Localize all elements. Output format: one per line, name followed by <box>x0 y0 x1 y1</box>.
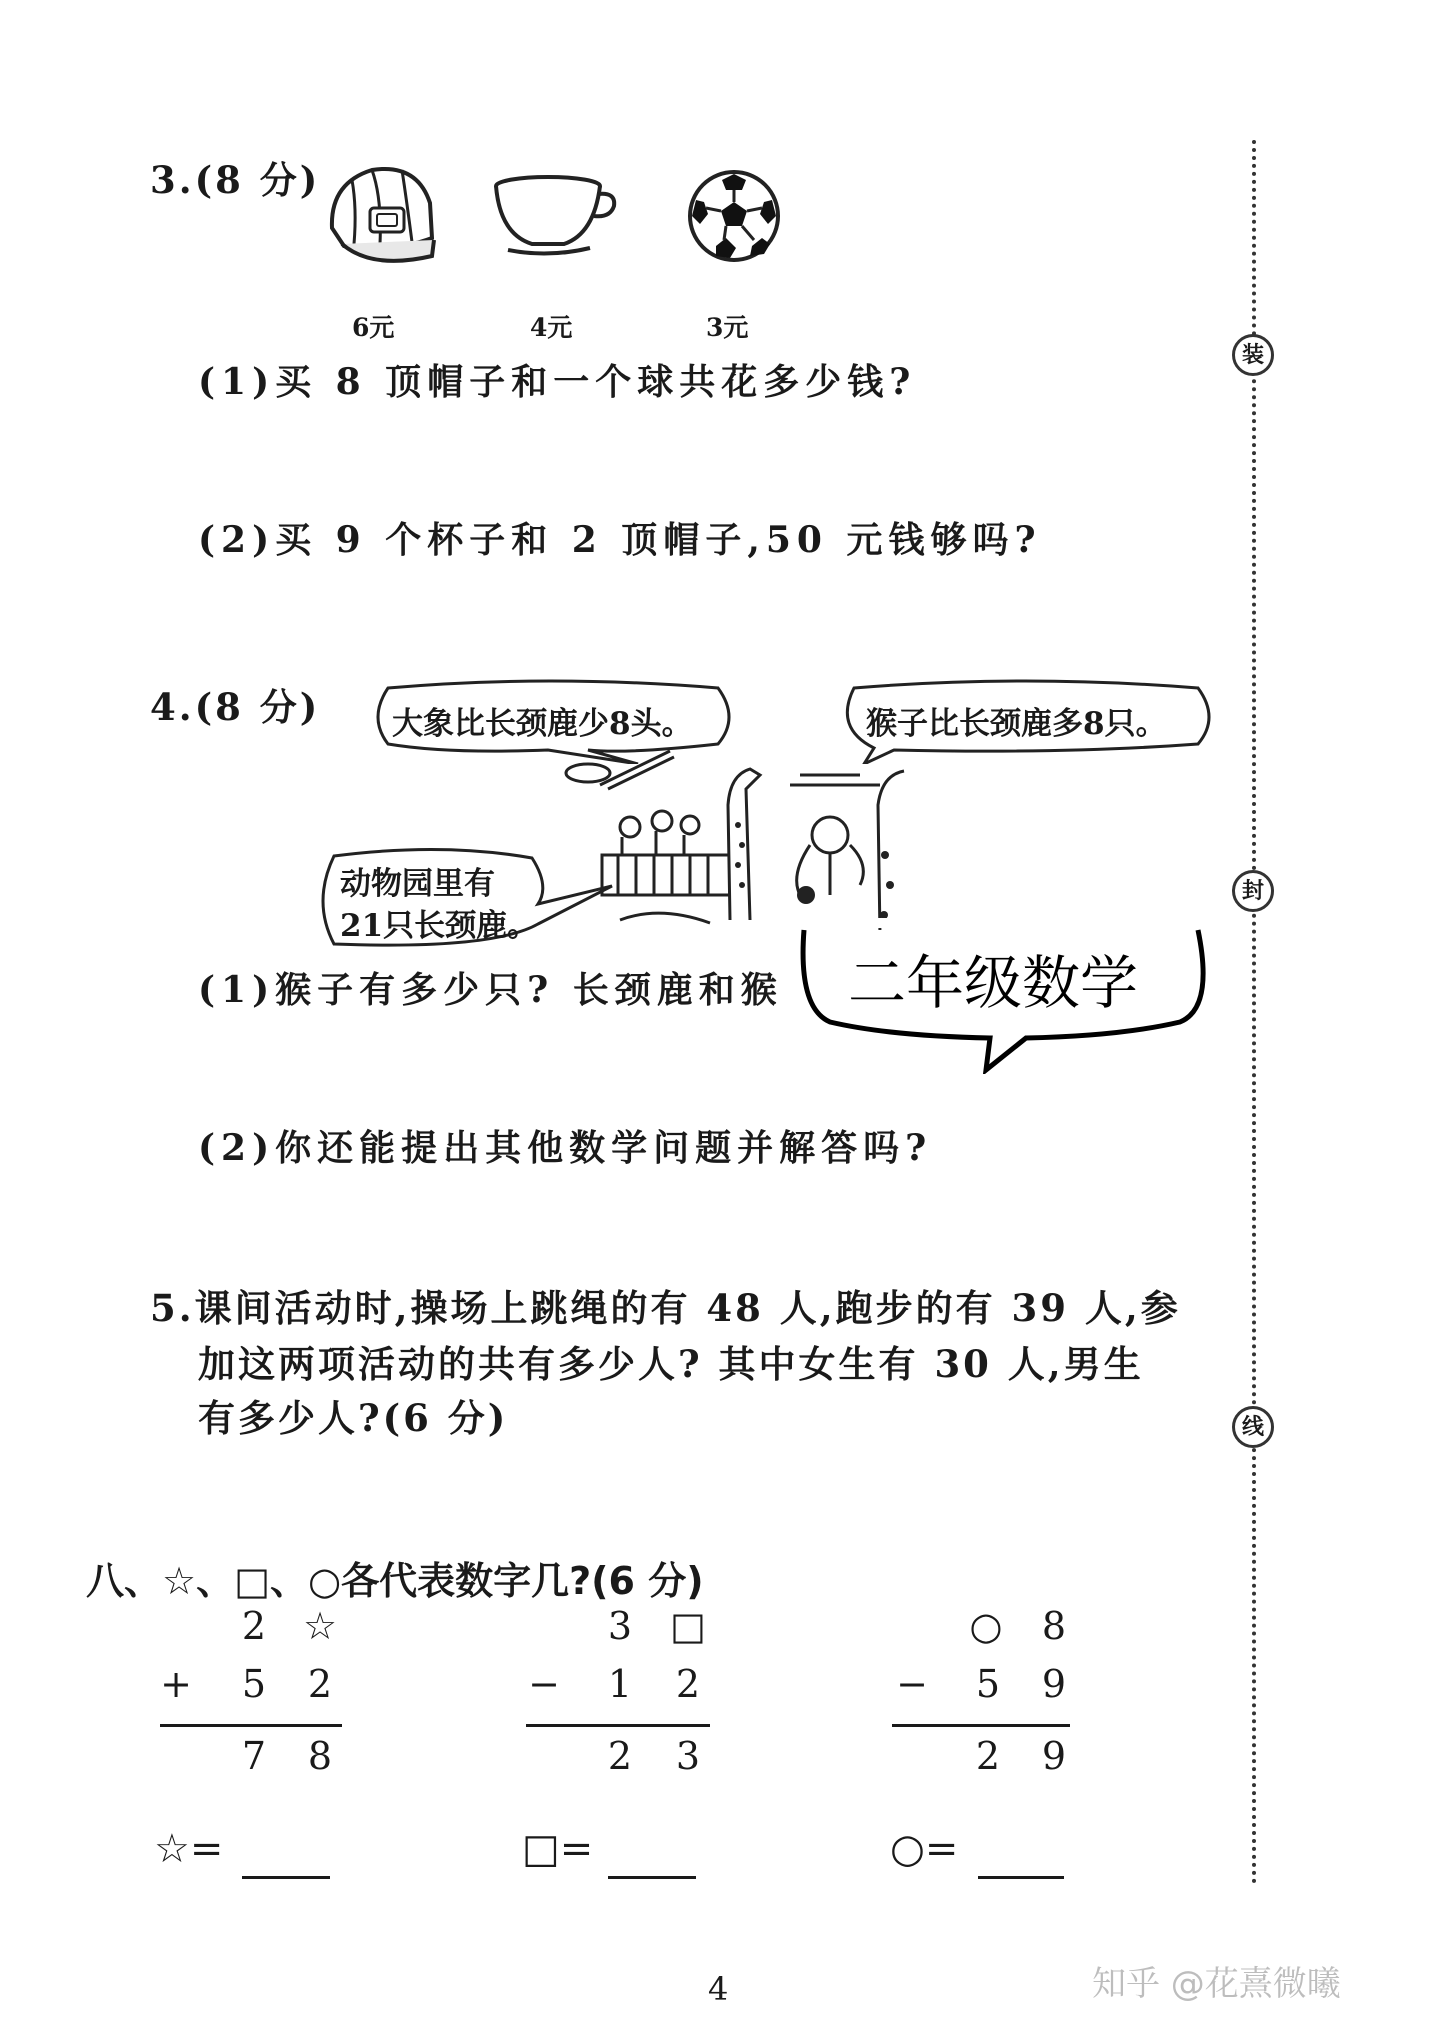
cup-icon <box>490 172 620 257</box>
q4-sub2: (2)你还能提出其他数学问题并解答吗? <box>198 1127 933 1169</box>
q5-line3: 有多少人?(6 分) <box>198 1396 509 1440</box>
calc2-result-ones: 3 <box>675 1734 701 1778</box>
monkey-bubble-text: 猴子比长颈鹿多8只。 <box>866 706 1167 742</box>
calc2-operator: − <box>528 1662 560 1706</box>
calc3-row2-tens: 5 <box>975 1662 1001 1706</box>
calc3-divider <box>892 1724 1070 1727</box>
cap-price: 6元 <box>352 313 395 342</box>
calc3-operator: − <box>896 1662 928 1706</box>
cup-price: 4元 <box>530 313 573 342</box>
calc3-answer-label: ○= <box>890 1826 959 1872</box>
elephant-bubble-text: 大象比长颈鹿少8头。 <box>392 706 693 742</box>
calc3-result-tens: 2 <box>975 1734 1001 1778</box>
soccer-ball-icon <box>686 168 782 264</box>
q5-line2: 加这两项活动的共有多少人? 其中女生有 30 人,男生 <box>198 1342 1144 1386</box>
q3-title: 3.(8 分) <box>150 158 321 202</box>
calc2-divider <box>526 1724 710 1727</box>
calc2-result-tens: 2 <box>607 1734 633 1778</box>
calc1-divider <box>160 1724 342 1727</box>
binding-seal-xian: 线 <box>1232 1406 1274 1448</box>
page-number: 4 <box>708 1970 729 2008</box>
watermark: 知乎 @花熹微曦 <box>1092 1964 1341 2004</box>
calc3-row1-ones: 8 <box>1041 1604 1067 1648</box>
calc1-row2-ones: 2 <box>307 1662 333 1706</box>
calc1-row2-tens: 5 <box>241 1662 267 1706</box>
zoo-bubble-line2: 21只长颈鹿。 <box>340 908 539 944</box>
calc3-result-ones: 9 <box>1041 1734 1067 1778</box>
calc1-row1-tens: 2 <box>241 1604 267 1648</box>
q4-sub1: (1)猴子有多少只? 长颈鹿和猴 <box>198 969 783 1011</box>
calc2-row2-ones: 2 <box>675 1662 701 1706</box>
binding-seal-zhuang: 装 <box>1232 334 1274 376</box>
binding-seal-feng: 封 <box>1232 870 1274 912</box>
calc3-answer-blank[interactable] <box>978 1876 1064 1879</box>
calc2-answer-label: □= <box>522 1826 594 1872</box>
calc2-answer-blank[interactable] <box>608 1876 696 1879</box>
calc1-result-ones: 8 <box>307 1734 333 1778</box>
calc3-row2-ones: 9 <box>1041 1662 1067 1706</box>
section8-title: 八、☆、□、○各代表数字几?(6 分) <box>86 1559 704 1603</box>
calc1-row1-ones: ☆ <box>302 1604 338 1648</box>
zoo-bubble-line1: 动物园里有 <box>340 866 495 902</box>
calc3-row1-tens: ○ <box>969 1604 1003 1648</box>
calc2-row2-tens: 1 <box>607 1662 633 1706</box>
q3-sub2: (2)买 9 个杯子和 2 顶帽子,50 元钱够吗? <box>198 519 1042 561</box>
calc1-operator: + <box>160 1662 192 1706</box>
ball-price: 3元 <box>706 313 749 342</box>
binding-dotted-line <box>1252 140 1256 1885</box>
q3-sub1: (1)买 8 顶帽子和一个球共花多少钱? <box>198 361 917 403</box>
q5-line1: 5.课间活动时,操场上跳绳的有 48 人,跑步的有 39 人,参 <box>150 1286 1181 1330</box>
calc2-row1-tens: 3 <box>607 1604 633 1648</box>
calc1-answer-label: ☆= <box>154 1826 224 1872</box>
overlay-bubble-text: 二年级数学 <box>848 949 1139 1017</box>
calc1-result-tens: 7 <box>241 1734 267 1778</box>
calc1-answer-blank[interactable] <box>242 1876 330 1879</box>
calc2-row1-ones: □ <box>670 1604 706 1648</box>
q4-title: 4.(8 分) <box>150 685 321 729</box>
cap-icon <box>322 158 442 276</box>
